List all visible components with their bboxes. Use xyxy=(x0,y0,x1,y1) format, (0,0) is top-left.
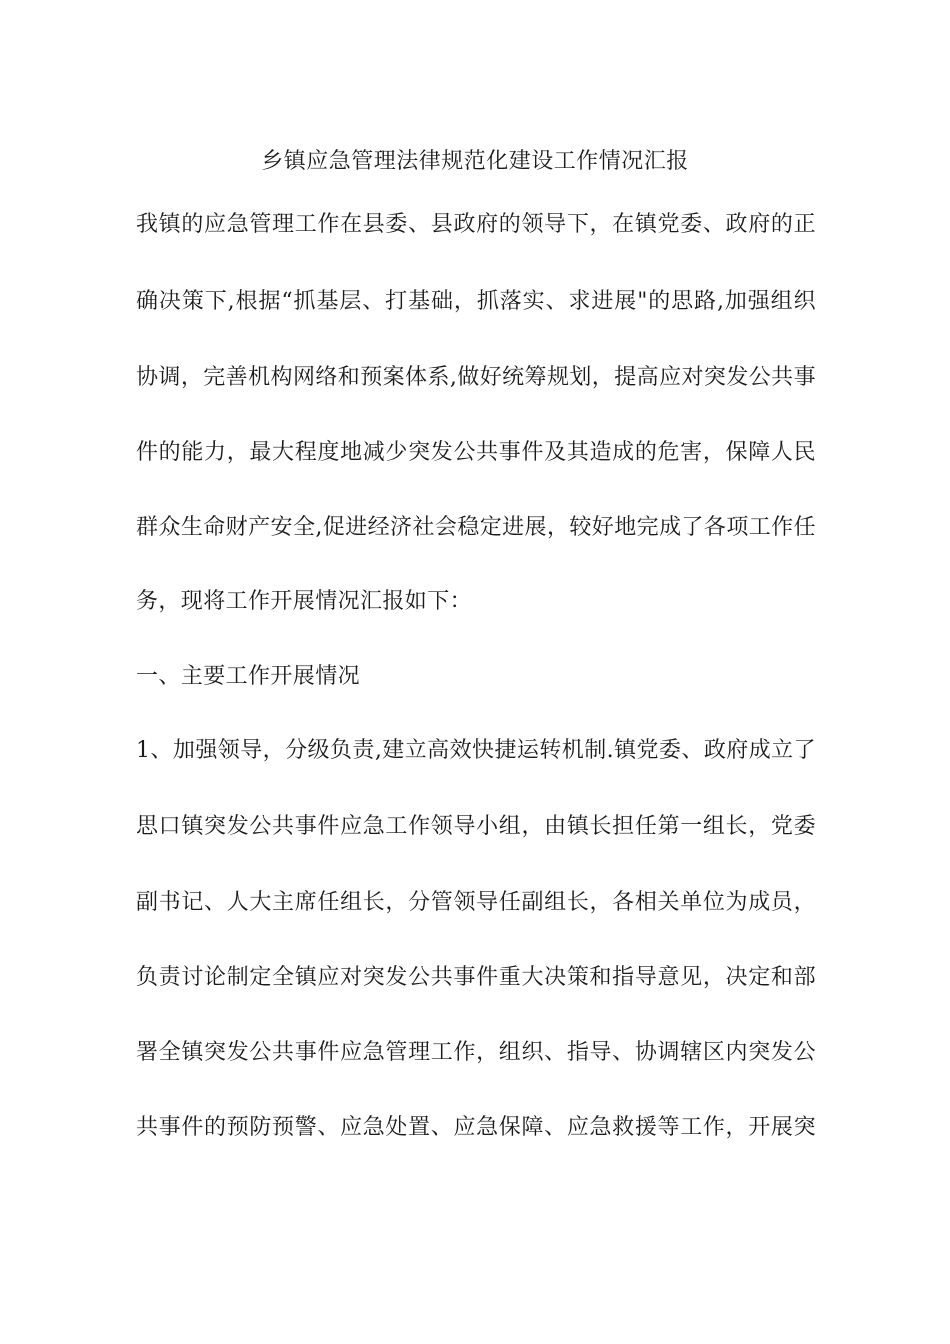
item1-line-2: 思口镇突发公共事件应急工作领导小组，由镇长担任第一组长，党委 xyxy=(136,814,816,839)
item1-line-4: 负责讨论制定全镇应对突发公共事件重大决策和指导意见，决定和部 xyxy=(136,965,816,990)
item1-line-6: 共事件的预防预警、应急处置、应急保障、应急救援等工作，开展突 xyxy=(136,1115,816,1140)
item1-line-5: 署全镇突发公共事件应急管理工作，组织、指导、协调辖区内突发公 xyxy=(136,1040,816,1065)
document-title: 乡镇应急管理法律规范化建设工作情况汇报 xyxy=(261,149,689,174)
section-heading: 一、主要工作开展情况 xyxy=(136,664,361,689)
intro-line-2: 确决策下,根据“抓基层、打基础，抓落实、求进展"的思路,加强组织 xyxy=(136,289,816,314)
item1-line-3: 副书记、人大主席任组长，分管领导任副组长，各相关单位为成员， xyxy=(136,890,816,915)
item1-line-1: 1、加强领导，分级负责,建立高效快捷运转机制.镇党委、政府成立了 xyxy=(136,738,816,763)
intro-line-5: 群众生命财产安全,促进经济社会稳定进展，较好地完成了各项工作任 xyxy=(136,515,816,540)
intro-line-1: 我镇的应急管理工作在县委、县政府的领导下，在镇党委、政府的正 xyxy=(136,212,816,237)
intro-line-6: 务，现将工作开展情况汇报如下： xyxy=(136,589,473,614)
intro-line-4: 件的能力，最大程度地减少突发公共事件及其造成的危害，保障人民 xyxy=(136,440,816,465)
intro-line-3: 协调，完善机构网络和预案体系,做好统筹规划，提高应对突发公共事 xyxy=(136,365,816,390)
